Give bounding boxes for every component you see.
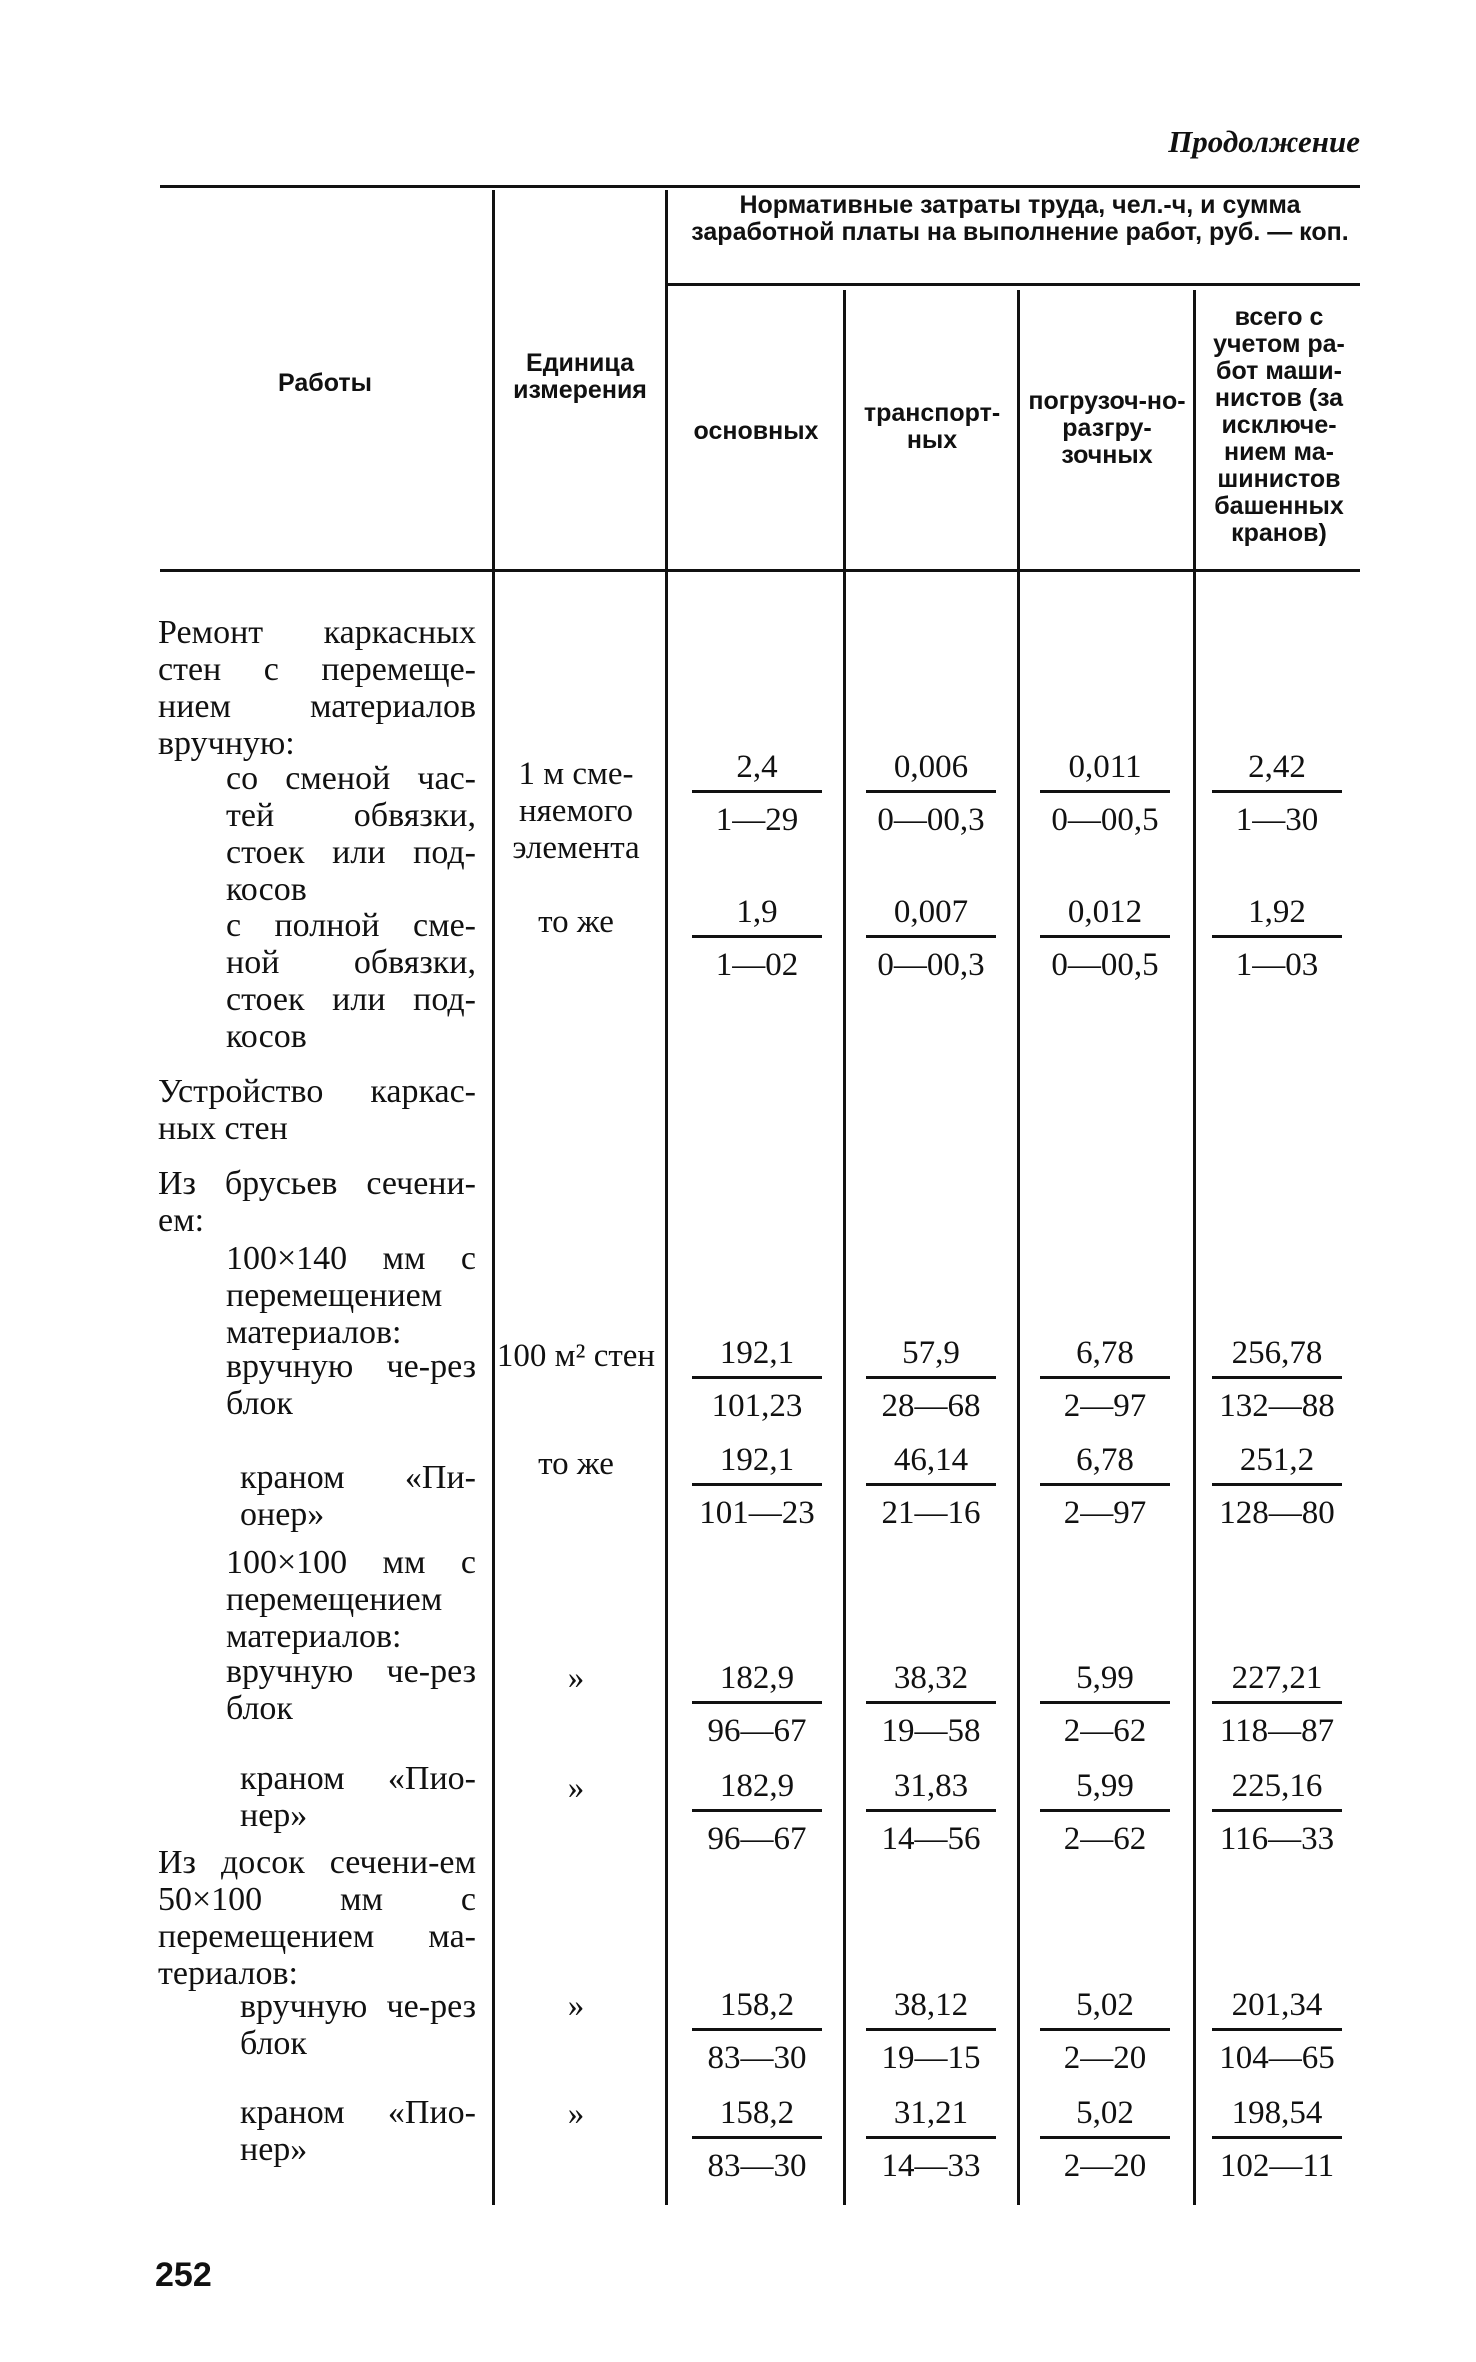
denominator: 2—97 [1063, 1495, 1147, 1531]
denominator: 2—97 [1063, 1388, 1147, 1424]
denominator: 2—62 [1063, 1821, 1147, 1857]
numerator: 182,9 [692, 1659, 822, 1704]
numerator: 2,42 [1212, 748, 1342, 793]
row-1-main [692, 748, 822, 839]
row-9-loading [1040, 1659, 1170, 1750]
row-work-9: вручную че-рез блок [226, 1653, 476, 1727]
numerator: 256,78 [1212, 1334, 1342, 1379]
numerator: 182,9 [692, 1767, 822, 1812]
row-unit-9: » [567, 1660, 585, 1696]
numerator: 227,21 [1212, 1659, 1342, 1704]
page-number: 252 [155, 2256, 212, 2294]
row-9-total [1212, 1659, 1342, 1750]
numerator: 251,2 [1212, 1441, 1342, 1486]
denominator: 102—11 [1219, 2148, 1335, 2184]
denominator: 14—56 [881, 1821, 981, 1857]
row-work-3: Устройство каркас-ных стен [158, 1073, 476, 1147]
numerator: 46,14 [866, 1441, 996, 1486]
row-12-transport [866, 1986, 996, 2077]
row-1-transport [866, 748, 996, 839]
row-unit-6: 100 м² стен [496, 1338, 656, 1374]
row-work-5: 100×140 мм с перемещением материалов: [226, 1240, 476, 1351]
denominator: 21—16 [881, 1495, 981, 1531]
row-2-loading [1040, 893, 1170, 984]
numerator: 158,2 [692, 2094, 822, 2139]
numerator: 5,99 [1040, 1659, 1170, 1704]
col-divider-unit [665, 190, 668, 2205]
row-7-total [1212, 1441, 1342, 1532]
numerator: 0,012 [1040, 893, 1170, 938]
col-divider-loading [1193, 290, 1196, 2205]
denominator: 19—15 [881, 2040, 981, 2076]
header-group: Нормативные затраты труда, чел.-ч, и сумма заработной платы на выполнение работ, руб. — коп. [691, 191, 1349, 246]
denominator: 2—20 [1063, 2148, 1147, 2184]
denominator: 83—30 [707, 2148, 807, 2184]
numerator: 1,92 [1212, 893, 1342, 938]
numerator: 2,4 [692, 748, 822, 793]
denominator: 1—30 [1235, 802, 1319, 838]
numerator: 225,16 [1212, 1767, 1342, 1812]
row-work-6: вручную че-рез блок [226, 1348, 476, 1422]
numerator: 158,2 [692, 1986, 822, 2031]
numerator: 6,78 [1040, 1441, 1170, 1486]
row-2-main [692, 893, 822, 984]
table-top-rule [160, 185, 1360, 188]
row-13-transport [866, 2094, 996, 2185]
row-7-transport [866, 1441, 996, 1532]
denominator: 96—67 [707, 1821, 807, 1857]
numerator: 57,9 [866, 1334, 996, 1379]
continuation-label: Продолжение [1168, 124, 1360, 159]
denominator: 116—33 [1219, 1821, 1335, 1857]
row-10-transport [866, 1767, 996, 1858]
numerator: 192,1 [692, 1334, 822, 1379]
denominator: 101,23 [711, 1388, 803, 1424]
denominator: 28—68 [881, 1388, 981, 1424]
row-10-total [1212, 1767, 1342, 1858]
header-transport: транспорт-ных [863, 399, 1001, 454]
denominator: 0—00,3 [877, 947, 985, 983]
denominator: 118—87 [1219, 1713, 1335, 1749]
row-1-loading [1040, 748, 1170, 839]
row-unit-1: 1 м сме-няемого элемента [512, 756, 640, 866]
numerator: 1,9 [692, 893, 822, 938]
numerator: 5,02 [1040, 2094, 1170, 2139]
row-10-main [692, 1767, 822, 1858]
row-1-total [1212, 748, 1342, 839]
row-6-main [692, 1334, 822, 1425]
row-work-8: 100×100 мм с перемещением материалов: [226, 1544, 476, 1655]
row-9-transport [866, 1659, 996, 1750]
denominator: 0—00,5 [1051, 947, 1159, 983]
row-work-4: Из брусьев сечени-ем: [158, 1165, 476, 1239]
col-divider-main [843, 290, 846, 2205]
header-bottom-rule [160, 569, 1360, 572]
row-work-12: вручную че-рез блок [240, 1988, 476, 2062]
row-7-loading [1040, 1441, 1170, 1532]
denominator: 14—33 [881, 2148, 981, 2184]
row-unit-7: то же [538, 1446, 614, 1482]
numerator: 201,34 [1212, 1986, 1342, 2031]
denominator: 128—80 [1219, 1495, 1335, 1531]
denominator: 2—20 [1063, 2040, 1147, 2076]
row-unit-10: » [567, 1770, 585, 1806]
row-work-11: Из досок сечени-ем 50×100 мм с перемещением ма-териалов: [158, 1844, 476, 1992]
numerator: 5,02 [1040, 1986, 1170, 2031]
header-total: всего с учетом ра-бот маши-нистов (за исключе-нием ма-шинистов башенных кранов) [1213, 303, 1345, 547]
row-10-loading [1040, 1767, 1170, 1858]
numerator: 5,99 [1040, 1767, 1170, 1812]
row-6-loading [1040, 1334, 1170, 1425]
numerator: 38,32 [866, 1659, 996, 1704]
row-work-10: краном «Пио-нер» [240, 1760, 476, 1834]
denominator: 96—67 [707, 1713, 807, 1749]
denominator: 1—29 [715, 802, 799, 838]
numerator: 0,007 [866, 893, 996, 938]
denominator: 0—00,5 [1051, 802, 1159, 838]
header-unit: Единица измерения [513, 349, 647, 404]
row-13-loading [1040, 2094, 1170, 2185]
group-header-rule [668, 283, 1360, 286]
numerator: 192,1 [692, 1441, 822, 1486]
numerator: 31,21 [866, 2094, 996, 2139]
row-7-main [692, 1441, 822, 1532]
row-2-total [1212, 893, 1342, 984]
row-work-1: со сменой час-тей обвязки, стоек или под-косов [226, 760, 476, 908]
row-2-transport [866, 893, 996, 984]
row-6-total [1212, 1334, 1342, 1425]
row-13-total [1212, 2094, 1342, 2185]
denominator: 2—62 [1063, 1713, 1147, 1749]
row-work-2: с полной сме-ной обвязки, стоек или под-косов [226, 907, 476, 1055]
denominator: 1—03 [1235, 947, 1319, 983]
header-loading: погрузоч-но-разгру-зочных [1028, 387, 1186, 469]
numerator: 198,54 [1212, 2094, 1342, 2139]
denominator: 1—02 [715, 947, 799, 983]
numerator: 6,78 [1040, 1334, 1170, 1379]
row-13-main [692, 2094, 822, 2185]
row-12-loading [1040, 1986, 1170, 2077]
header-works: Работы [278, 369, 372, 397]
numerator: 0,006 [866, 748, 996, 793]
row-work-0: Ремонт каркасных стен с перемеще-нием материалов вручную: [158, 614, 476, 762]
denominator: 19—58 [881, 1713, 981, 1749]
numerator: 31,83 [866, 1767, 996, 1812]
col-divider-transport [1017, 290, 1020, 2205]
row-12-total [1212, 1986, 1342, 2077]
col-divider-works [492, 190, 495, 2205]
row-9-main [692, 1659, 822, 1750]
row-unit-12: » [567, 1988, 585, 2024]
row-work-13: краном «Пио-нер» [240, 2094, 476, 2168]
denominator: 83—30 [707, 2040, 807, 2076]
denominator: 0—00,3 [877, 802, 985, 838]
denominator: 104—65 [1219, 2040, 1335, 2076]
header-main: основных [693, 417, 819, 445]
numerator: 38,12 [866, 1986, 996, 2031]
denominator: 101—23 [699, 1495, 815, 1531]
row-work-7: краном «Пи-онер» [240, 1459, 476, 1533]
row-6-transport [866, 1334, 996, 1425]
denominator: 132—88 [1219, 1388, 1335, 1424]
row-unit-13: » [567, 2096, 585, 2132]
numerator: 0,011 [1040, 748, 1170, 793]
row-unit-2: то же [538, 904, 614, 940]
row-12-main [692, 1986, 822, 2077]
